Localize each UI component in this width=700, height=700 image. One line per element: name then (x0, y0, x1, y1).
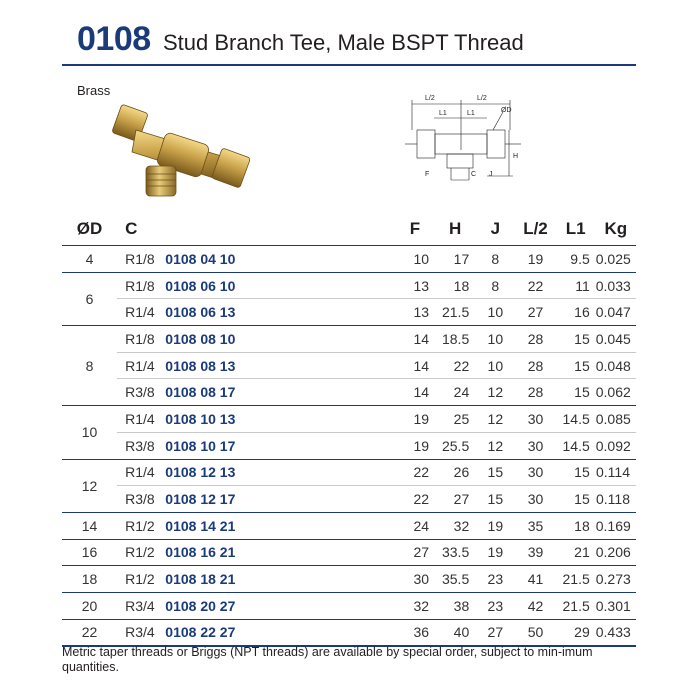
cell-l1: 29 (556, 619, 596, 646)
dim-j: J (489, 171, 493, 178)
cell-l2: 19 (515, 246, 555, 273)
cell-od: 14 (62, 512, 117, 539)
cell-f: 13 (395, 299, 435, 326)
cell-od: 8 (62, 326, 117, 406)
table-row (62, 432, 636, 459)
col-header-c: C (125, 218, 138, 238)
cell-h: 32 (435, 512, 475, 539)
cell-part: 0108 22 27 (165, 619, 395, 646)
cell-kg: 0.062 (596, 379, 636, 406)
cell-od: 10 (62, 406, 117, 459)
footnote: Metric taper threads or Briggs (NPT threads) are available by special order, subject to min-imum quantities. (62, 645, 593, 674)
cell-kg: 0.047 (596, 299, 636, 326)
cell-c: R1/8 (117, 272, 165, 299)
table-header-row (62, 212, 636, 246)
cell-j: 23 (475, 566, 515, 593)
cell-c: R3/8 (117, 432, 165, 459)
cell-c: R1/4 (117, 459, 165, 486)
cell-kg: 0.169 (596, 512, 636, 539)
cell-j: 23 (475, 592, 515, 619)
cell-h: 24 (435, 379, 475, 406)
col-header-f: F (409, 218, 421, 238)
dim-l2-right: L/2 (477, 95, 487, 102)
cell-l1: 15 (556, 326, 596, 353)
cell-h: 35.5 (435, 566, 475, 593)
dim-l1-right: L1 (467, 110, 475, 117)
cell-f: 24 (395, 512, 435, 539)
cell-j: 19 (475, 539, 515, 566)
cell-od: 20 (62, 592, 117, 619)
col-header-l1: L1 (565, 218, 586, 238)
cell-part: 0108 08 10 (165, 326, 395, 353)
cell-h: 27 (435, 486, 475, 513)
cell-j: 15 (475, 486, 515, 513)
cell-c: R1/8 (117, 326, 165, 353)
table-row (62, 299, 636, 326)
cell-f: 19 (395, 432, 435, 459)
cell-l1: 18 (556, 512, 596, 539)
cell-od: 12 (62, 459, 117, 512)
table-row (62, 246, 636, 273)
table-row (62, 566, 636, 593)
cell-kg: 0.048 (596, 352, 636, 379)
cell-part: 0108 12 13 (165, 459, 395, 486)
cell-part: 0108 06 10 (165, 272, 395, 299)
cell-l2: 28 (515, 352, 555, 379)
material-label: Brass (77, 83, 111, 98)
col-header-j: J (490, 218, 501, 238)
cell-l2: 35 (515, 512, 555, 539)
col-header-od: ØD (76, 218, 103, 238)
cell-h: 17 (435, 246, 475, 273)
cell-l1: 15 (556, 379, 596, 406)
cell-j: 27 (475, 619, 515, 646)
cell-l2: 30 (515, 486, 555, 513)
cell-kg: 0.025 (596, 246, 636, 273)
header-rule (62, 64, 636, 66)
cell-h: 18 (435, 272, 475, 299)
cell-f: 13 (395, 272, 435, 299)
cell-l2: 30 (515, 459, 555, 486)
cell-j: 8 (475, 272, 515, 299)
cell-f: 32 (395, 592, 435, 619)
cell-kg: 0.301 (596, 592, 636, 619)
cell-j: 10 (475, 326, 515, 353)
cell-f: 14 (395, 352, 435, 379)
cell-kg: 0.206 (596, 539, 636, 566)
cell-h: 21.5 (435, 299, 475, 326)
cell-j: 12 (475, 432, 515, 459)
cell-l1: 15 (556, 352, 596, 379)
table-row (62, 272, 636, 299)
cell-od: 6 (62, 272, 117, 325)
cell-l2: 28 (515, 379, 555, 406)
cell-f: 22 (395, 486, 435, 513)
cell-l2: 30 (515, 406, 555, 433)
cell-part: 0108 16 21 (165, 539, 395, 566)
cell-kg: 0.092 (596, 432, 636, 459)
cell-od: 18 (62, 566, 117, 593)
table-row (62, 379, 636, 406)
cell-h: 18.5 (435, 326, 475, 353)
cell-l2: 22 (515, 272, 555, 299)
product-photo (108, 100, 268, 205)
cell-kg: 0.433 (596, 619, 636, 646)
cell-f: 27 (395, 539, 435, 566)
cell-j: 10 (475, 299, 515, 326)
cell-l1: 21.5 (556, 592, 596, 619)
cell-kg: 0.273 (596, 566, 636, 593)
technical-drawing (397, 90, 532, 195)
cell-h: 22 (435, 352, 475, 379)
cell-h: 33.5 (435, 539, 475, 566)
dimensions-table (62, 212, 636, 647)
product-title: Stud Branch Tee, Male BSPT Thread (163, 30, 524, 55)
cell-j: 12 (475, 379, 515, 406)
cell-part: 0108 20 27 (165, 592, 395, 619)
cell-f: 22 (395, 459, 435, 486)
cell-l1: 21 (556, 539, 596, 566)
cell-l2: 28 (515, 326, 555, 353)
cell-j: 10 (475, 352, 515, 379)
cell-l1: 9.5 (556, 246, 596, 273)
cell-h: 25.5 (435, 432, 475, 459)
cell-f: 30 (395, 566, 435, 593)
cell-j: 12 (475, 406, 515, 433)
cell-l2: 39 (515, 539, 555, 566)
col-header-l2: L/2 (523, 218, 548, 238)
col-header-part (165, 212, 395, 246)
cell-f: 19 (395, 406, 435, 433)
cell-part: 0108 10 17 (165, 432, 395, 459)
cell-l1: 16 (556, 299, 596, 326)
cell-part: 0108 12 17 (165, 486, 395, 513)
table-row (62, 592, 636, 619)
table-row (62, 406, 636, 433)
cell-c: R1/4 (117, 352, 165, 379)
cell-od: 16 (62, 539, 117, 566)
cell-c: R1/4 (117, 406, 165, 433)
table-row (62, 459, 636, 486)
cell-l2: 50 (515, 619, 555, 646)
cell-part: 0108 04 10 (165, 246, 395, 273)
cell-kg: 0.114 (596, 459, 636, 486)
cell-l2: 27 (515, 299, 555, 326)
cell-part: 0108 14 21 (165, 512, 395, 539)
cell-c: R3/4 (117, 592, 165, 619)
cell-j: 8 (475, 246, 515, 273)
cell-f: 14 (395, 379, 435, 406)
cell-c: R1/8 (117, 246, 165, 273)
dim-od: ØD (501, 107, 512, 114)
table-row (62, 326, 636, 353)
cell-f: 10 (395, 246, 435, 273)
dim-c: C (471, 171, 477, 178)
dim-f: F (425, 171, 430, 178)
cell-c: R1/2 (117, 566, 165, 593)
cell-part: 0108 08 13 (165, 352, 395, 379)
cell-od: 22 (62, 619, 117, 646)
dim-l1-left: L1 (439, 110, 447, 117)
dim-l2-left: L/2 (425, 95, 435, 102)
cell-l2: 30 (515, 432, 555, 459)
cell-f: 36 (395, 619, 435, 646)
col-header-kg: Kg (604, 218, 628, 238)
cell-c: R1/2 (117, 512, 165, 539)
table-row (62, 486, 636, 513)
cell-l2: 42 (515, 592, 555, 619)
cell-part: 0108 10 13 (165, 406, 395, 433)
cell-c: R1/4 (117, 299, 165, 326)
product-code: 0108 (77, 20, 151, 58)
cell-h: 40 (435, 619, 475, 646)
cell-kg: 0.045 (596, 326, 636, 353)
table-row (62, 512, 636, 539)
cell-l1: 14.5 (556, 432, 596, 459)
cell-part: 0108 18 21 (165, 566, 395, 593)
cell-l1: 15 (556, 459, 596, 486)
table-row (62, 539, 636, 566)
cell-l1: 21.5 (556, 566, 596, 593)
table-row (62, 619, 636, 646)
cell-part: 0108 08 17 (165, 379, 395, 406)
cell-l2: 41 (515, 566, 555, 593)
cell-j: 15 (475, 459, 515, 486)
page-header (77, 20, 637, 60)
cell-kg: 0.085 (596, 406, 636, 433)
cell-kg: 0.118 (596, 486, 636, 513)
cell-l1: 15 (556, 486, 596, 513)
cell-c: R3/8 (117, 379, 165, 406)
cell-h: 25 (435, 406, 475, 433)
cell-h: 38 (435, 592, 475, 619)
cell-c: R3/8 (117, 486, 165, 513)
cell-h: 26 (435, 459, 475, 486)
table-row (62, 352, 636, 379)
cell-c: R1/2 (117, 539, 165, 566)
cell-od: 4 (62, 246, 117, 273)
cell-kg: 0.033 (596, 272, 636, 299)
cell-part: 0108 06 13 (165, 299, 395, 326)
cell-l1: 11 (556, 272, 596, 299)
cell-l1: 14.5 (556, 406, 596, 433)
col-header-h: H (449, 218, 462, 238)
dim-h: H (513, 153, 519, 160)
cell-f: 14 (395, 326, 435, 353)
cell-c: R3/4 (117, 619, 165, 646)
cell-j: 19 (475, 512, 515, 539)
